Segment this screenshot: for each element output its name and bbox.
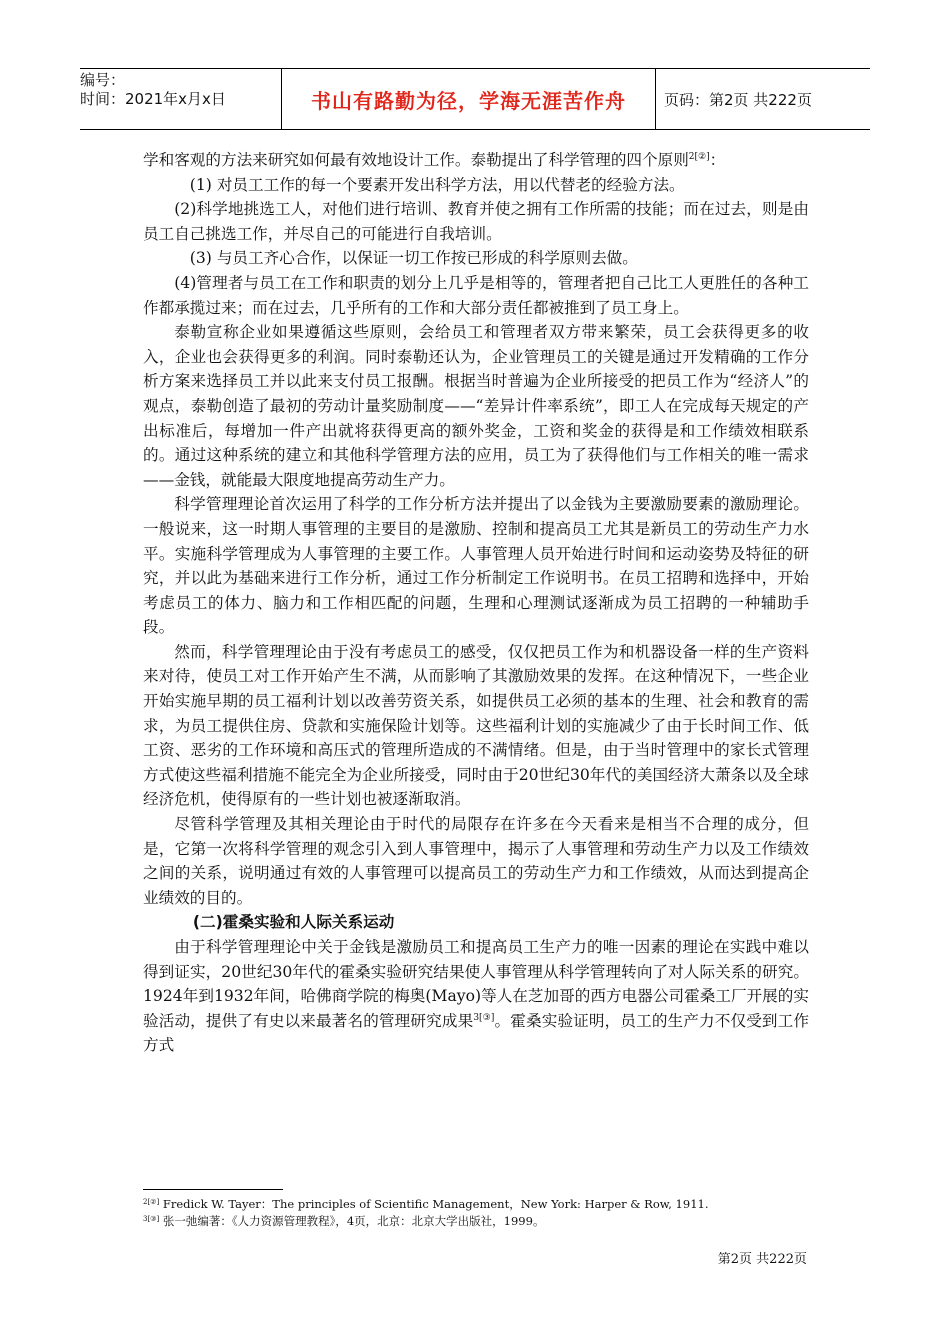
footnotes: [143, 1196, 823, 1230]
footnote: $^{2[②]}$ Fredick W. Tayer：The principles of Scientific Management，New York: Harper & Row, 1911.: [143, 1197, 709, 1211]
footnote: $^{3[③]}$ 张一弛编著：《人力资源管理教程》，4页，北京：北京大学出版社，1999。: [143, 1214, 545, 1228]
header-meta: [80, 69, 282, 129]
footnote-ref[interactable]: 2[②]: [688, 152, 710, 162]
section-heading: (二)霍桑实验和人际关系运动: [192, 913, 395, 932]
page-footer-number: 第2页 共222页: [717, 1252, 807, 1267]
list-item: (2)科学地挑选工人，对他们进行培训、教育并使之拥有工作所需的技能；而在过去，则是由员工自己挑选工作，并尽自己的可能进行自我培训。: [143, 200, 809, 243]
paragraph: 由于科学管理理论中关于金钱是激励员工和提高员工生产力的唯一因素的理论在实践中难以得到证实，20世纪30年代的霍桑实验研究结果使人事管理从科学管理转向了对人际关系的研究。1924年到1932年间，哈佛商学院的梅奥(Mayo)等人在芝加哥的西方电器公司霍桑工厂开展的实验活动，提供了有史以来最著名的管理研究成果$^{3[③]}$。霍桑实验证明，员工的生产力不仅受到工作方式: [143, 938, 809, 1055]
page-header: [80, 68, 870, 130]
list-item: (1) 对员工工作的每一个要素开发出科学方法，用以代替老的经验方法。: [189, 175, 685, 194]
document-date: 时间：2021年x月x日: [80, 90, 226, 108]
document-body: [143, 148, 809, 1058]
paragraph: 然而，科学管理理论由于没有考虑员工的感受，仅仅把员工作为和机器设备一样的生产资料来对待，使员工对工作开始产生不满，从而影响了其激励效果的发挥。在这种情况下，一些企业开始实施早期的员工福利计划以改善劳资关系，如提供员工必须的基本的生理、社会和教育的需求，为员工提供住房、贷款和实施保险计划等。这些福利计划的实施减少了由于长时间工作、低工资、恶劣的工作环境和高压式的管理所造成的不满情绪。但是，由于当时管理中的家长式管理方式使这些福利措施不能完全为企业所接受，同时由于20世纪30年代的美国经济大萧条以及全球经济危机，使得原有的一些计划也被逐渐取消。: [143, 642, 809, 809]
paragraph: 科学管理理论首次运用了科学的工作分析方法并提出了以金钱为主要激励要素的激励理论。一般说来，这一时期人事管理的主要目的是激励、控制和提高员工尤其是新员工的劳动生产力水平。实施科学管理成为人事管理的主要工作。人事管理人员开始进行时间和运动姿势及特征的研究，并以此为基础来进行工作分析，通过工作分析制定工作说明书。在员工招聘和选择中，开始考虑员工的体力、脑力和工作相匹配的问题，生理和心理测试逐渐成为员工招聘的一种辅助手段。: [143, 495, 809, 637]
document-number-label: 编号：: [80, 71, 126, 89]
footnote-divider: [143, 1189, 283, 1190]
header-page-info: 页码：第2页 共222页: [664, 90, 812, 109]
paragraph: 学和客观的方法来研究如何最有效地设计工作。泰勒提出了科学管理的四个原则$^{2[②]}$：: [143, 151, 726, 169]
list-item: (3) 与员工齐心合作，以保证一切工作按已形成的科学原则去做。: [189, 249, 638, 268]
header-motto: 书山有路勤为径，学海无涯苦作舟: [282, 69, 656, 129]
list-item: (4)管理者与员工在工作和职责的划分上几乎是相等的，管理者把自己比工人更胜任的各种工作都承揽过来；而在过去，几乎所有的工作和大部分责任都被推到了员工身上。: [143, 273, 809, 317]
paragraph: 尽管科学管理及其相关理论由于时代的局限存在许多在今天看来是相当不合理的成分，但是，它第一次将科学管理的观念引入到人事管理中，揭示了人事管理和劳动生产力以及工作绩效之间的关系，说明通过有效的人事管理可以提高员工的劳动生产力和工作绩效，从而达到提高企业绩效的目的。: [143, 815, 809, 907]
paragraph: 泰勒宣称企业如果遵循这些原则，会给员工和管理者双方带来繁荣，员工会获得更多的收入，企业也会获得更多的利润。同时泰勒还认为，企业管理员工的关键是通过开发精确的工作分析方案来选择员工并以此来支付员工报酬。根据当时普遍为企业所接受的把员工作为“经济人”的观点，泰勒创造了最初的劳动计量奖励制度——“差异计件率系统”，即工人在完成每天规定的产出标准后，每增加一件产出就将获得更高的额外奖金，工资和奖金的获得是和工作绩效相联系的。通过这种系统的建立和其他科学管理方法的应用，员工为了获得他们与工作相关的唯一需求——金钱，就能最大限度地提高劳动生产力。: [143, 323, 809, 489]
footnote-ref[interactable]: 3[③]: [473, 1012, 495, 1023]
